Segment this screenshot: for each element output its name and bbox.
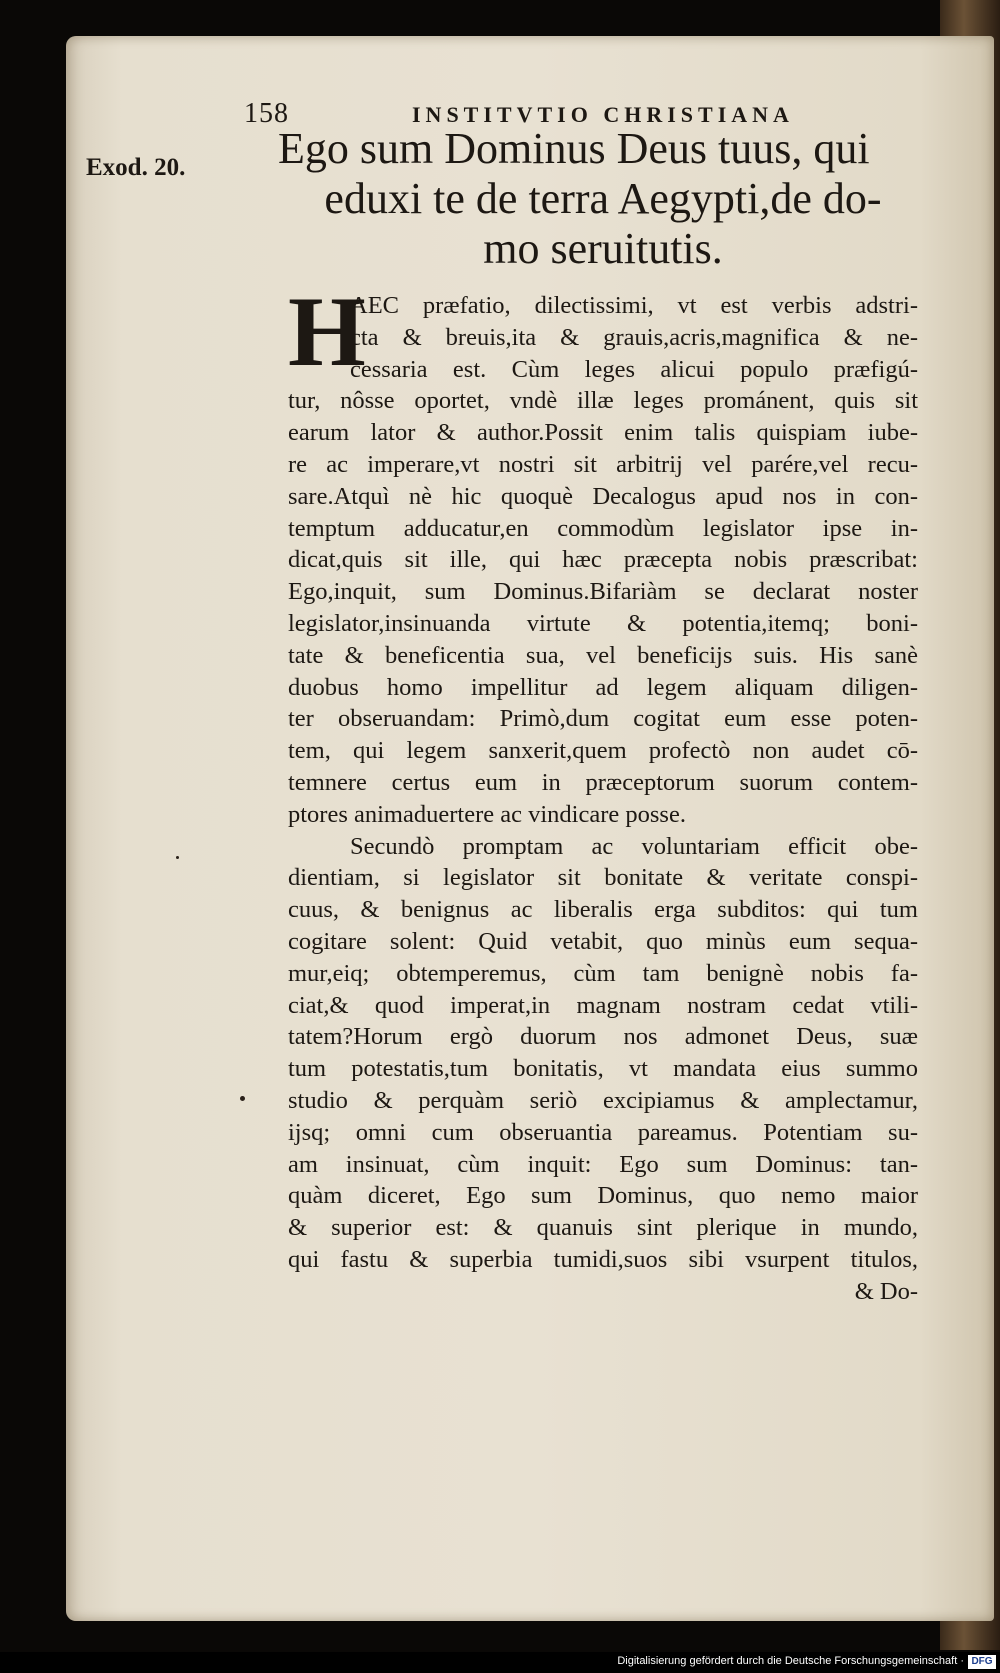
text-line: tate & beneficentia sua, vel beneficijs suis. His sanè: [288, 641, 918, 669]
text-line: AEC præfatio, dilectissimi, vt est verbis adstri-: [350, 292, 918, 319]
text-line: mur,eiq; obtemperemus, cùm tam benignè nobis fa-: [288, 959, 918, 987]
text-line: qui fastu & superbia tumidi,suos sibi vsurpent titulos,: [288, 1245, 918, 1273]
commandment-heading: [278, 124, 928, 274]
text-line: temnere certus eum in præceptorum suorum contem-: [288, 768, 918, 796]
text-line: quàm diceret, Ego sum Dominus, quo nemo maior: [288, 1182, 918, 1210]
text-line: Secundò promptam ac voluntariam efficit obe-: [350, 832, 918, 860]
text-line: legislator,insinuanda virtute & potentia,itemq; boni-: [288, 609, 918, 637]
dfg-logo: DFG: [968, 1655, 996, 1669]
page-number: 158: [244, 98, 289, 129]
book-page: [66, 36, 994, 1621]
text-line: studio & perquàm seriò excipiamus & amplectamur,: [288, 1086, 918, 1114]
text-line: duobus homo impellitur ad legem aliquam diligen-: [288, 673, 918, 701]
text-line: tum potestatis,tum bonitatis, vt mandata eius summo: [288, 1055, 918, 1083]
text-line: cuus, & benignus ac liberalis erga subditos: qui tum: [288, 896, 918, 924]
heading-line: mo seruitutis.: [483, 224, 723, 273]
text-line: & superior est: & quanuis sint plerique in mundo,: [288, 1214, 918, 1242]
catchword: & Do-: [854, 1277, 918, 1305]
text-line: ptores animaduertere ac vindicare posse.: [288, 800, 686, 828]
text-line: ter obseruandam: Primò,dum cogitat eum esse poten-: [288, 705, 918, 733]
text-line: ijsq; omni cum obseruantia pareamus. Potentiam su-: [288, 1118, 918, 1146]
text-line: am insinuat, cùm inquit: Ego sum Dominus: tan-: [288, 1150, 918, 1178]
text-line: earum lator & author.Possit enim talis quispiam iube-: [288, 419, 918, 447]
heading-line: Ego sum Dominus Deus tuus, qui: [278, 124, 870, 173]
text-line: cogitare solent: Quid vetabit, quo minùs eum sequa-: [288, 927, 918, 955]
ink-speck: [176, 856, 179, 859]
text-line: dicat,quis sit ille, qui hæc præcepta nobis præscribat:: [288, 546, 918, 574]
text-line: tem, qui legem sanxerit,quem profectò non audet cō-: [288, 737, 918, 765]
text-line: dientiam, si legislator sit bonitate & veritate conspi-: [288, 864, 918, 892]
text-line: ciat,& quod imperat,in magnam nostram cedat vtili-: [288, 991, 918, 1019]
text-line: re ac imperare,vt nostri sit arbitrij vel parére,vel recu-: [288, 450, 918, 478]
margin-note: Exod. 20.: [86, 154, 186, 181]
footer-bar: [0, 1652, 1000, 1673]
ink-speck: [240, 1096, 245, 1101]
body-text: [288, 276, 918, 1308]
text-line: Ego,inquit, sum Dominus.Bifariàm se declarat noster: [288, 578, 918, 606]
text-line: tur, nôsse oportet, vndè illæ leges prománent, quis sit: [288, 387, 918, 415]
drop-cap: H: [288, 276, 366, 387]
text-line: tatem?Horum ergò duorum nos admonet Deus, suæ: [288, 1023, 918, 1051]
text-line: cessaria est. Cùm leges alicui populo præfigú-: [350, 355, 918, 383]
funding-credit: Digitalisierung gefördert durch die Deutsche Forschungsgemeinschaft ·: [617, 1655, 964, 1667]
heading-line: eduxi te de terra Aegypti,de do-: [324, 174, 882, 223]
text-line: sare.Atquì nè hic quoquè Decalogus apud nos in con-: [288, 482, 918, 510]
running-title: INSTITVTIO CHRISTIANA: [412, 102, 794, 127]
text-line: temptum adducatur,en commodùm legislator ipse in-: [288, 514, 918, 542]
text-line: cta & breuis,ita & grauis,acris,magnifica & ne-: [350, 323, 918, 351]
